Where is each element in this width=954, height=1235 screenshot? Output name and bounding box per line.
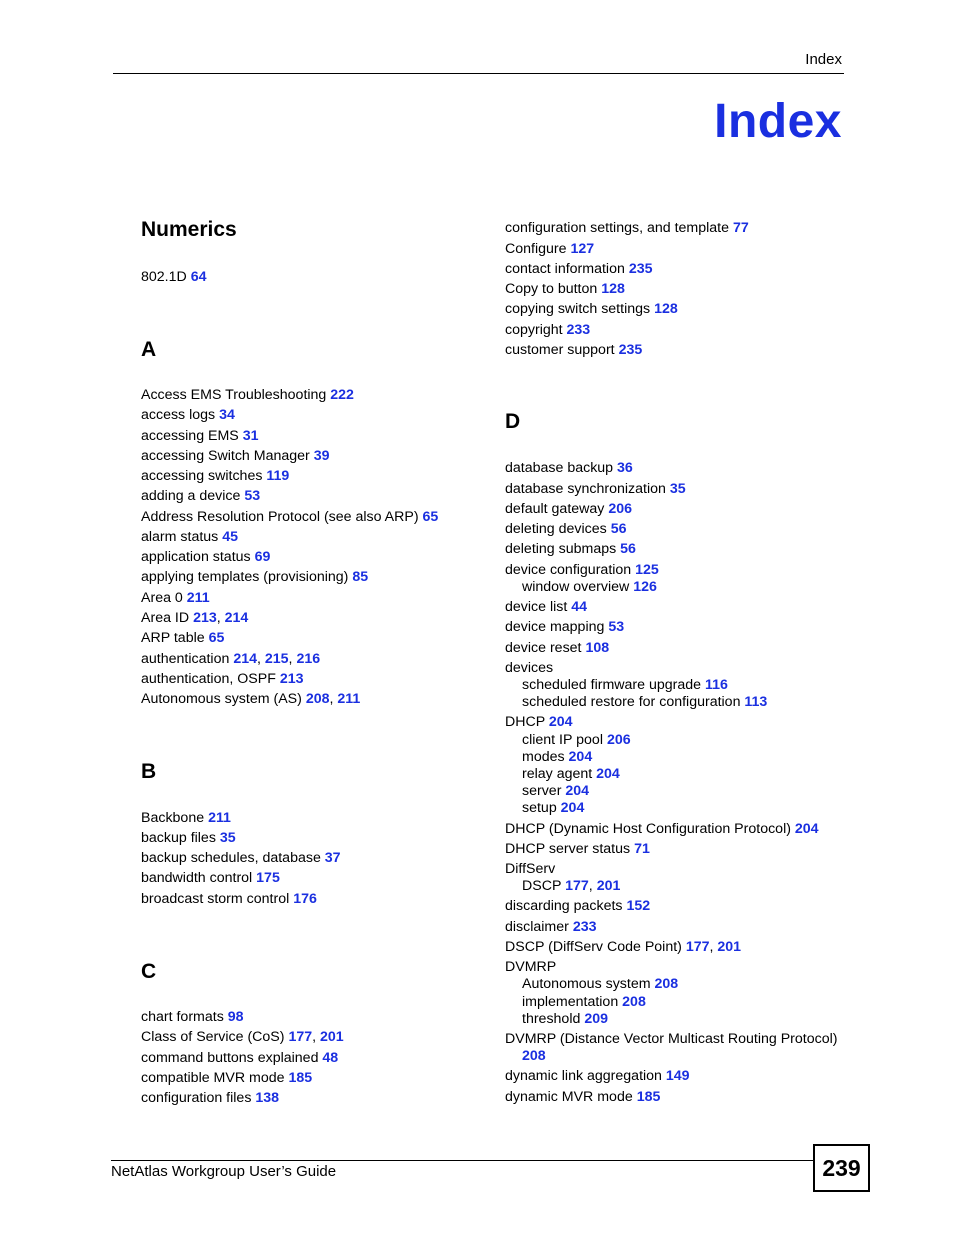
index-term: deleting submaps — [505, 541, 617, 557]
index-entry — [505, 343, 642, 357]
page-reference-link[interactable]: 35 — [219, 830, 236, 846]
index-term: configuration files — [141, 1090, 252, 1106]
index-term: chart formats — [141, 1009, 224, 1025]
page-reference-link[interactable]: 127 — [570, 241, 595, 257]
index-term: accessing EMS — [141, 428, 239, 444]
page-reference-link[interactable]: 208 — [622, 994, 646, 1010]
index-term: accessing switches — [141, 468, 263, 484]
index-entry — [141, 811, 231, 825]
index-subentry — [522, 733, 631, 747]
index-entry — [141, 429, 259, 443]
page-reference-link[interactable]: 113 — [744, 694, 768, 710]
index-entry — [141, 631, 224, 645]
index-entry: Area ID 213, 214 — [141, 610, 249, 626]
index-entry: DSCP (DiffServ Code Point) 177, 201 — [505, 939, 742, 955]
index-term: configuration settings, and template — [505, 220, 729, 236]
index-entry — [141, 270, 206, 284]
index-entry — [505, 960, 556, 974]
page-reference-link[interactable]: 206 — [608, 501, 633, 517]
page-reference-link[interactable]: 201 — [596, 878, 621, 894]
header-rule — [113, 73, 844, 74]
page-reference-link[interactable]: 39 — [313, 448, 330, 464]
index-subentry — [522, 801, 584, 815]
page-reference-link[interactable]: 108 — [585, 640, 610, 656]
page-reference-link[interactable]: 65 — [422, 509, 439, 525]
index-subentry: DSCP 177, 201 — [522, 878, 621, 894]
footer-guide-title: NetAtlas Workgroup User’s Guide — [111, 1163, 337, 1180]
index-term: backup files — [141, 830, 216, 846]
index-term: copying switch settings — [505, 301, 651, 317]
index-entry — [141, 851, 341, 865]
index-entry — [141, 489, 260, 503]
page-reference-link[interactable]: 53 — [244, 488, 261, 504]
index-subentry — [522, 695, 767, 709]
index-term: dynamic MVR mode — [505, 1089, 633, 1105]
index-term: Configure — [505, 241, 567, 257]
index-entry — [141, 871, 280, 885]
index-term: Area 0 — [141, 590, 183, 606]
page-reference-link[interactable]: 34 — [219, 407, 235, 423]
index-section-heading: Numerics — [141, 218, 237, 241]
page-reference-link[interactable]: 211 — [208, 810, 231, 826]
page-reference-link[interactable]: 214 — [233, 651, 257, 667]
index-term: adding a device — [141, 488, 241, 504]
page-reference-link[interactable]: 152 — [626, 898, 651, 914]
index-term: threshold — [522, 1011, 581, 1027]
index-term: device list — [505, 599, 568, 615]
page-reference-link[interactable]: 138 — [255, 1090, 280, 1106]
index-term: Access EMS Troubleshooting — [141, 387, 327, 403]
index-entry — [505, 221, 749, 235]
index-term: Backbone — [141, 810, 205, 826]
page-reference-link[interactable]: 177 — [685, 939, 710, 955]
index-entry — [505, 482, 686, 496]
index-term: backup schedules, database — [141, 850, 321, 866]
index-entry — [505, 862, 555, 876]
index-entry — [141, 469, 289, 483]
index-entry — [505, 542, 636, 556]
index-entry — [505, 302, 678, 316]
page-reference-link[interactable]: 44 — [571, 599, 588, 615]
index-term: default gateway — [505, 501, 605, 517]
page-reference-link[interactable]: 37 — [324, 850, 341, 866]
index-entry — [141, 388, 354, 402]
index-term: command buttons explained — [141, 1050, 319, 1066]
index-term: device reset — [505, 640, 582, 656]
index-entry — [141, 570, 368, 584]
page-reference-link[interactable]: 119 — [266, 468, 290, 484]
index-entry — [505, 920, 596, 934]
index-term: Autonomous system — [522, 976, 651, 992]
index-term: DVMRP (Distance Vector Multicast Routing Protocol) — [505, 1031, 838, 1047]
page-reference-link[interactable]: 216 — [296, 651, 321, 667]
index-term: Autonomous system (AS) — [141, 691, 302, 707]
index-entry — [505, 1032, 837, 1046]
index-entry — [505, 1069, 690, 1083]
index-section-heading: B — [141, 760, 157, 783]
page-reference-link[interactable]: 233 — [566, 322, 591, 338]
page-title: Index — [714, 95, 842, 148]
index-entry — [141, 1051, 338, 1065]
index-entry — [141, 550, 270, 564]
index-subentry — [522, 995, 646, 1009]
page-reference-link[interactable]: 204 — [596, 766, 620, 782]
page-reference-link[interactable]: 204 — [548, 714, 573, 730]
index-term: client IP pool — [522, 732, 603, 748]
index-term: DHCP (Dynamic Host Configuration Protocol) — [505, 821, 791, 837]
index-term: scheduled restore for configuration — [522, 694, 741, 710]
index-term: applying templates (provisioning) — [141, 569, 349, 585]
page-reference-link[interactable]: 128 — [601, 281, 625, 297]
index-term: accessing Switch Manager — [141, 448, 310, 464]
page-reference-link[interactable]: 125 — [635, 562, 659, 578]
index-section-heading: A — [141, 338, 157, 361]
index-subentry — [522, 580, 657, 594]
page-reference-link[interactable]: 31 — [242, 428, 259, 444]
page-reference-link[interactable]: 211 — [186, 590, 210, 606]
index-term: database synchronization — [505, 481, 666, 497]
page-reference-link[interactable]: 235 — [618, 342, 643, 358]
index-term: application status — [141, 549, 251, 565]
index-term: discarding packets — [505, 898, 623, 914]
index-entry — [141, 510, 438, 524]
page-reference-link[interactable]: 185 — [636, 1089, 661, 1105]
index-term: database backup — [505, 460, 614, 476]
index-subentry — [522, 767, 620, 781]
index-entry — [505, 461, 633, 475]
page-reference-link[interactable]: 176 — [293, 891, 317, 907]
page-reference-link[interactable]: 209 — [584, 1011, 608, 1027]
index-entry: Autonomous system (AS) 208, 211 — [141, 691, 361, 707]
index-entry — [141, 831, 236, 845]
index-term: DHCP server status — [505, 841, 631, 857]
page-reference-link[interactable]: 177 — [565, 878, 589, 894]
page-reference-link[interactable]: 211 — [337, 691, 361, 707]
page-reference-link[interactable]: 177 — [288, 1029, 313, 1045]
page-reference-link[interactable]: 175 — [256, 870, 280, 886]
index-term: devices — [505, 660, 554, 676]
index-term: server — [522, 783, 562, 799]
page-reference-link[interactable]: 208 — [305, 691, 330, 707]
index-entry — [505, 1090, 660, 1104]
page-reference-link[interactable]: 201 — [320, 1029, 344, 1045]
index-entry — [141, 1010, 244, 1024]
page-reference-link[interactable]: 71 — [634, 841, 650, 857]
page-reference-link[interactable]: 98 — [227, 1009, 244, 1025]
index-term: DVMRP — [505, 959, 557, 975]
page-reference-link[interactable]: 126 — [633, 579, 657, 595]
index-entry — [505, 899, 650, 913]
index-entry — [141, 672, 303, 686]
page-reference-link[interactable]: 64 — [190, 269, 207, 285]
index-section-heading: D — [505, 410, 521, 433]
index-term: relay agent — [522, 766, 593, 782]
index-term: setup — [522, 800, 557, 816]
footer-rule — [111, 1160, 814, 1161]
index-term: window overview — [522, 579, 630, 595]
page-reference-link[interactable]: 222 — [330, 387, 354, 403]
index-term: bandwidth control — [141, 870, 253, 886]
page-reference-link[interactable]: 204 — [560, 800, 585, 816]
index-term: Class of Service (CoS) — [141, 1029, 285, 1045]
index-entry — [505, 323, 590, 337]
index-term: authentication, OSPF — [141, 671, 276, 687]
index-term: DSCP (DiffServ Code Point) — [505, 939, 682, 955]
page-reference-link[interactable]: 204 — [565, 783, 590, 799]
index-term: contact information — [505, 261, 625, 277]
index-entry — [141, 892, 317, 906]
index-term: 802.1D — [141, 269, 187, 285]
page-reference-link[interactable]: 69 — [254, 549, 271, 565]
index-term: authentication — [141, 651, 230, 667]
page-reference-link[interactable]: 116 — [704, 677, 728, 693]
page-reference-link[interactable]: 208 — [522, 1048, 546, 1064]
page-reference-link[interactable]: 204 — [568, 749, 593, 765]
page-reference-link[interactable]: 128 — [654, 301, 678, 317]
index-term: DiffServ — [505, 861, 556, 877]
index-term: copyright — [505, 322, 563, 338]
page-reference-link[interactable]: 215 — [264, 651, 289, 667]
index-entry — [505, 715, 573, 729]
index-entry — [505, 842, 650, 856]
page-reference-link[interactable]: 36 — [617, 460, 633, 476]
index-entry — [505, 641, 609, 655]
page-reference-link[interactable]: 56 — [620, 541, 636, 557]
index-entry: authentication 214, 215, 216 — [141, 651, 321, 667]
index-term: Copy to button — [505, 281, 598, 297]
index-term: Area ID — [141, 610, 190, 626]
index-entry — [505, 661, 553, 675]
index-term: broadcast storm control — [141, 891, 290, 907]
index-entry — [505, 242, 594, 256]
index-term: Address Resolution Protocol (see also ARP) — [141, 509, 419, 525]
index-subentry — [522, 1049, 546, 1063]
index-entry — [141, 1071, 312, 1085]
page-reference-link[interactable]: 45 — [222, 529, 239, 545]
page-reference-link[interactable]: 85 — [352, 569, 369, 585]
page-reference-link[interactable]: 233 — [572, 919, 597, 935]
page-reference-link[interactable]: 53 — [608, 619, 625, 635]
page-reference-link[interactable]: 201 — [717, 939, 742, 955]
page-reference-link[interactable]: 56 — [610, 521, 627, 537]
index-entry — [141, 408, 235, 422]
index-entry — [141, 591, 210, 605]
page-reference-link[interactable]: 48 — [322, 1050, 339, 1066]
running-header-label: Index — [805, 51, 842, 68]
page-reference-link[interactable]: 35 — [669, 481, 686, 497]
index-subentry — [522, 784, 589, 798]
index-entry — [505, 563, 659, 577]
index-term: implementation — [522, 994, 619, 1010]
index-entry: Class of Service (CoS) 177, 201 — [141, 1029, 344, 1045]
index-entry — [505, 502, 632, 516]
index-section-heading: C — [141, 960, 157, 983]
index-term: scheduled firmware upgrade — [522, 677, 702, 693]
page-reference-link[interactable]: 208 — [654, 976, 679, 992]
page-reference-link[interactable]: 65 — [208, 630, 225, 646]
index-subentry — [522, 1012, 608, 1026]
page-number-box — [813, 1144, 870, 1192]
index-subentry — [522, 750, 592, 764]
index-term: DHCP — [505, 714, 545, 730]
index-entry — [505, 822, 819, 836]
index-entry — [505, 262, 653, 276]
index-term: device configuration — [505, 562, 632, 578]
index-term: device mapping — [505, 619, 605, 635]
page-reference-link[interactable]: 204 — [794, 821, 819, 837]
index-subentry — [522, 678, 728, 692]
index-term: dynamic link aggregation — [505, 1068, 662, 1084]
index-term: disclaimer — [505, 919, 569, 935]
index-subentry — [522, 977, 678, 991]
index-term: modes — [522, 749, 565, 765]
page-reference-link[interactable]: 185 — [288, 1070, 313, 1086]
page-reference-link[interactable]: 206 — [606, 732, 631, 748]
index-entry — [505, 282, 625, 296]
index-term: DSCP — [522, 878, 562, 894]
page-reference-link[interactable]: 213 — [279, 671, 304, 687]
index-term: deleting devices — [505, 521, 607, 537]
index-term: compatible MVR mode — [141, 1070, 285, 1086]
index-term: alarm status — [141, 529, 219, 545]
index-entry — [141, 530, 238, 544]
index-entry — [505, 522, 626, 536]
page-reference-link[interactable]: 214 — [224, 610, 249, 626]
index-entry — [505, 620, 624, 634]
page-reference-link[interactable]: 149 — [665, 1068, 690, 1084]
index-term: customer support — [505, 342, 615, 358]
index-entry — [141, 449, 330, 463]
index-term: access logs — [141, 407, 216, 423]
index-term: ARP table — [141, 630, 205, 646]
page-number: 239 — [822, 1154, 861, 1181]
page-reference-link[interactable]: 235 — [628, 261, 653, 277]
index-entry — [141, 1091, 279, 1105]
page-reference-link[interactable]: 213 — [193, 610, 217, 626]
page-reference-link[interactable]: 77 — [732, 220, 749, 236]
index-entry — [505, 600, 587, 614]
